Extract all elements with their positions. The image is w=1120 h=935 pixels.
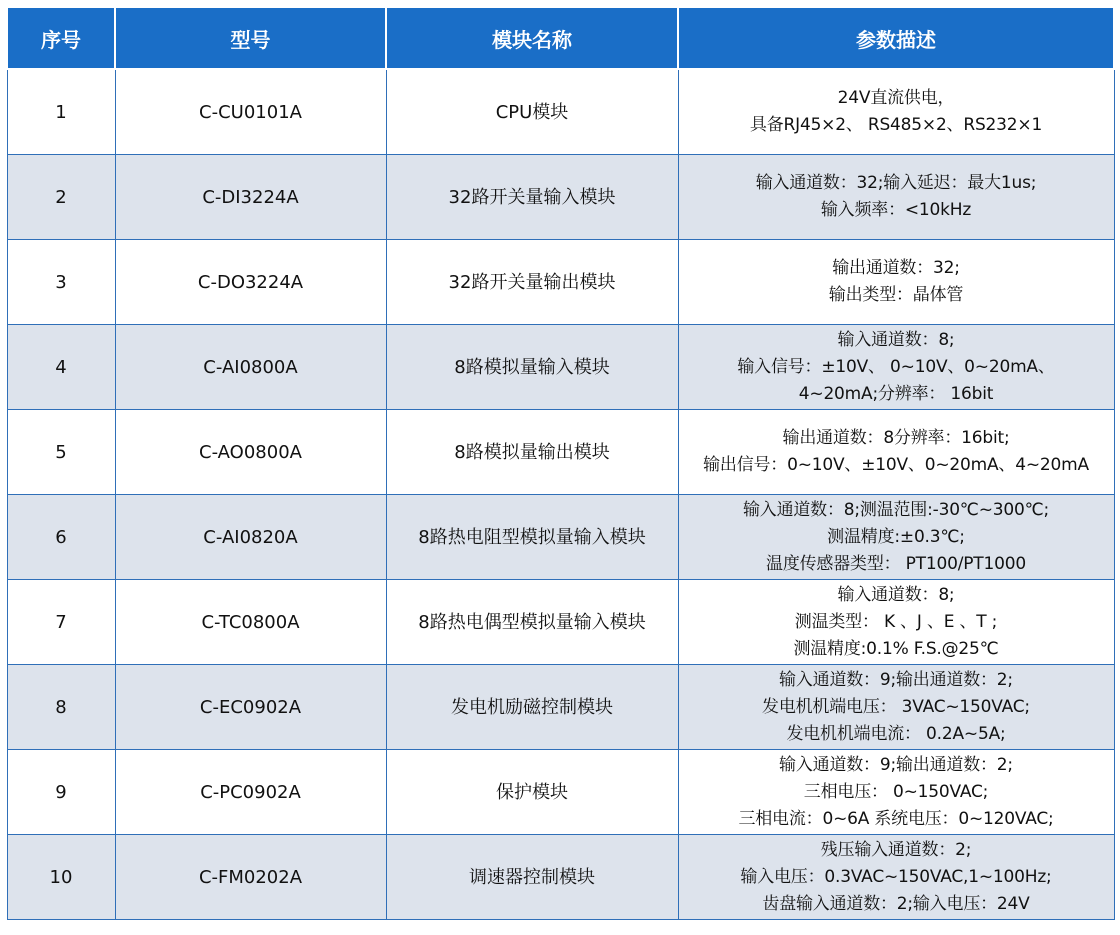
- module-spec-table: [6, 6, 1115, 920]
- parameter-line: 输入信号：±10V、 0~10V、0~20mA、: [737, 356, 1055, 377]
- table-row: [7, 410, 1114, 495]
- cell-parameters: [678, 580, 1114, 665]
- parameter-line: 输入通道数：8;: [837, 329, 955, 350]
- cell-serial-no: 6: [7, 495, 115, 580]
- cell-model: C-TC0800A: [115, 580, 386, 665]
- cell-model: C-DI3224A: [115, 155, 386, 240]
- cell-parameters: [678, 750, 1114, 835]
- cell-serial-no: 5: [7, 410, 115, 495]
- parameter-line: 输入通道数：32;输入延迟：最大1us;: [755, 173, 1037, 193]
- table-row: [7, 750, 1114, 835]
- table-row: [7, 155, 1114, 240]
- header-model: 型号: [115, 7, 386, 69]
- parameter-line: 输出通道数：8分辨率：16bit;: [782, 428, 1010, 448]
- parameter-line: 发电机机端电流： 0.2A~5A;: [786, 723, 1006, 744]
- header-serial-no: 序号: [7, 7, 115, 69]
- cell-model: C-AO0800A: [115, 410, 386, 495]
- parameter-line: 具备RJ45×2、 RS485×2、RS232×1: [749, 115, 1043, 135]
- cell-module-name: 发电机励磁控制模块: [386, 665, 678, 750]
- parameter-line: 输出通道数：32;: [832, 258, 960, 278]
- table-header: [7, 7, 1114, 69]
- cell-model: C-EC0902A: [115, 665, 386, 750]
- cell-parameters: [678, 240, 1114, 325]
- module-spec-table-container: [6, 6, 1113, 920]
- table-row: [7, 325, 1114, 410]
- cell-parameters: [678, 835, 1114, 920]
- cell-serial-no: 8: [7, 665, 115, 750]
- parameter-line: 发电机机端电压： 3VAC~150VAC;: [762, 696, 1030, 717]
- cell-serial-no: 9: [7, 750, 115, 835]
- parameter-line: 测温精度:0.1% F.S.@25℃: [793, 638, 999, 659]
- cell-module-name: 调速器控制模块: [386, 835, 678, 920]
- cell-parameters: [678, 325, 1114, 410]
- cell-model: C-DO3224A: [115, 240, 386, 325]
- table-row: [7, 69, 1114, 155]
- parameter-line: 输入通道数：8;测温范围:-30℃~300℃;: [742, 499, 1050, 520]
- table-row: [7, 495, 1114, 580]
- cell-serial-no: 4: [7, 325, 115, 410]
- cell-module-name: 8路热电阻型模拟量输入模块: [386, 495, 678, 580]
- cell-parameters: [678, 665, 1114, 750]
- cell-serial-no: 10: [7, 835, 115, 920]
- parameter-line: 输入电压：0.3VAC~150VAC,1~100Hz;: [740, 866, 1052, 887]
- parameter-line: 三相电压： 0~150VAC;: [803, 781, 989, 802]
- cell-serial-no: 1: [7, 69, 115, 155]
- header-parameters: 参数描述: [678, 7, 1114, 69]
- cell-model: C-FM0202A: [115, 835, 386, 920]
- table-body: [7, 69, 1114, 920]
- parameter-line: 24V直流供电，: [837, 88, 955, 108]
- parameter-line: 齿盘输入通道数：2;输入电压：24V: [762, 893, 1030, 914]
- cell-module-name: 8路模拟量输入模块: [386, 325, 678, 410]
- parameter-line: 输出类型：晶体管: [828, 285, 964, 305]
- parameter-line: 输入频率：<10kHz: [820, 200, 972, 220]
- cell-module-name: 32路开关量输出模块: [386, 240, 678, 325]
- cell-parameters: [678, 155, 1114, 240]
- cell-parameters: [678, 69, 1114, 155]
- cell-serial-no: 2: [7, 155, 115, 240]
- parameter-line: 输入通道数：9;输出通道数：2;: [779, 754, 1013, 775]
- parameter-line: 输入通道数：8;: [837, 584, 955, 605]
- cell-module-name: 8路模拟量输出模块: [386, 410, 678, 495]
- cell-module-name: 8路热电偶型模拟量输入模块: [386, 580, 678, 665]
- parameter-line: 残压输入通道数：2;: [820, 839, 972, 860]
- cell-module-name: 32路开关量输入模块: [386, 155, 678, 240]
- cell-model: C-PC0902A: [115, 750, 386, 835]
- cell-module-name: 保护模块: [386, 750, 678, 835]
- header-row: [7, 7, 1114, 69]
- parameter-line: 输入通道数：9;输出通道数：2;: [779, 669, 1013, 690]
- cell-serial-no: 7: [7, 580, 115, 665]
- header-module-name: 模块名称: [386, 7, 678, 69]
- parameter-line: 三相电流：0~6A 系统电压：0~120VAC;: [738, 808, 1054, 829]
- cell-model: C-AI0800A: [115, 325, 386, 410]
- parameter-line: 4~20mA;分辨率： 16bit: [798, 383, 994, 404]
- cell-parameters: [678, 410, 1114, 495]
- table-row: [7, 835, 1114, 920]
- cell-serial-no: 3: [7, 240, 115, 325]
- cell-model: C-AI0820A: [115, 495, 386, 580]
- cell-parameters: [678, 495, 1114, 580]
- parameter-line: 温度传感器类型： PT100/PT1000: [766, 553, 1026, 574]
- parameter-line: 测温类型： K 、J 、E 、T ;: [794, 611, 998, 632]
- table-row: [7, 665, 1114, 750]
- cell-module-name: CPU模块: [386, 69, 678, 155]
- parameter-line: 输出信号：0~10V、±10V、0~20mA、4~20mA: [703, 455, 1089, 475]
- parameter-line: 测温精度:±0.3℃;: [827, 526, 965, 547]
- cell-model: C-CU0101A: [115, 69, 386, 155]
- table-row: [7, 580, 1114, 665]
- table-row: [7, 240, 1114, 325]
